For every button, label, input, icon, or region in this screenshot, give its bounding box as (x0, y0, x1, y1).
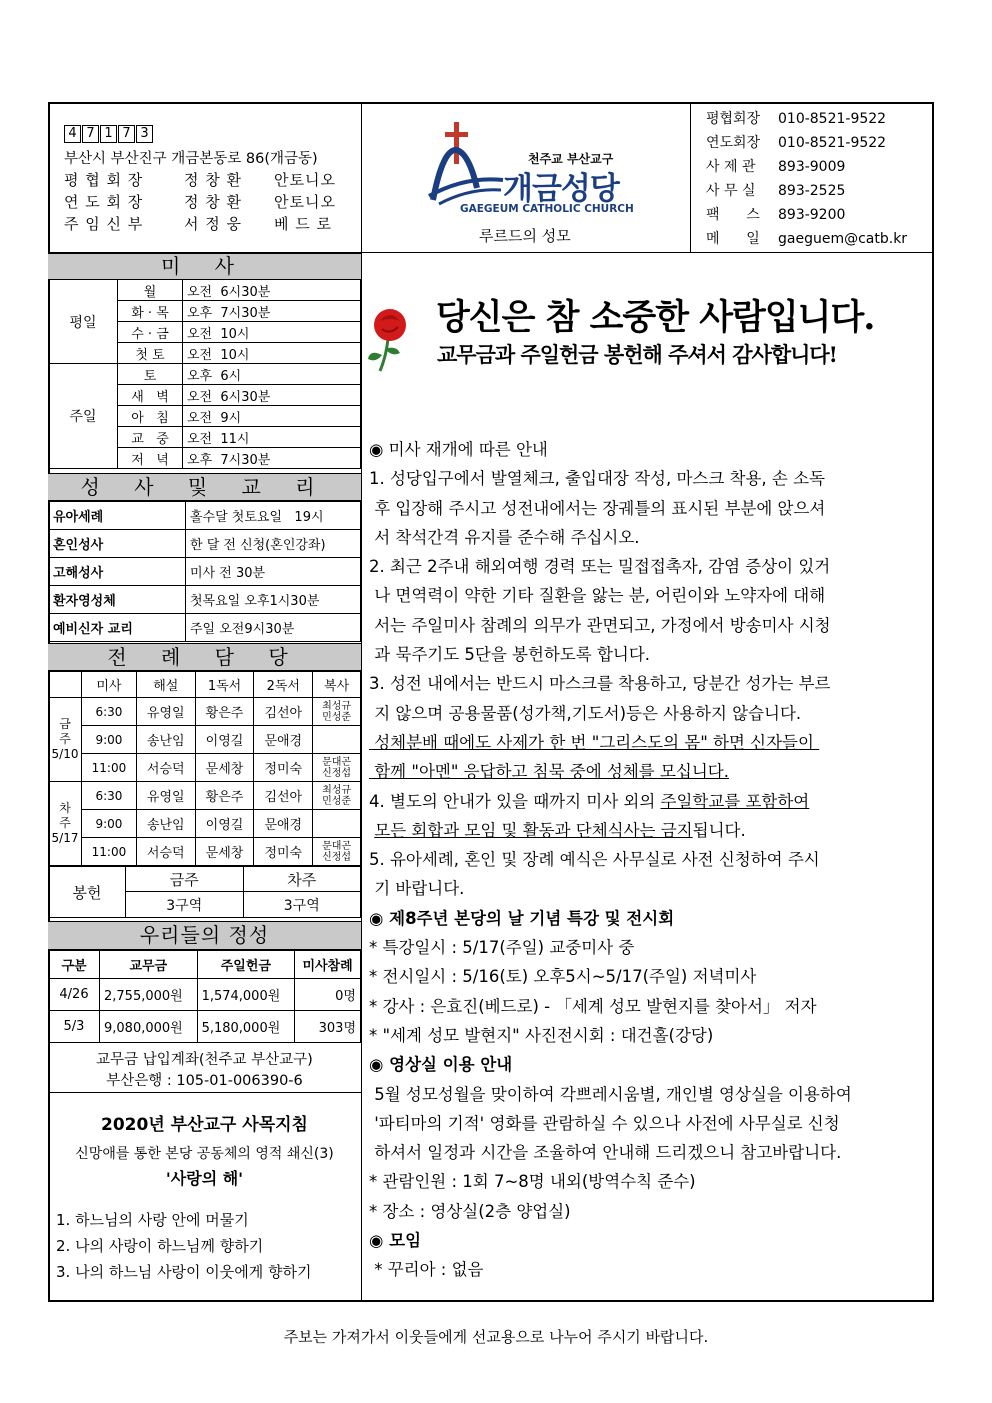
offering-sunday: 1,574,000원 (197, 979, 295, 1011)
liturgy-time: 6:30 (82, 782, 137, 810)
offering-header: 주일헌금 (197, 951, 295, 979)
contact-row (706, 156, 845, 176)
notice-line: * 장소 : 영상실(2층 양업실) (369, 1201, 571, 1221)
officer-row (64, 191, 336, 212)
offering-attendance: 0명 (295, 979, 361, 1011)
zip-digit: 1 (100, 125, 117, 143)
liturgy-server: 최성규 민성준 (313, 782, 361, 810)
officer-name: 서 정 웅 (184, 215, 243, 233)
liturgy-time: 9:00 (82, 810, 137, 838)
notice-line: * 관람인원 : 1회 7~8명 내외(방역수칙 준수) (369, 1172, 696, 1192)
sacrament-name: 혼인성사 (49, 530, 186, 558)
mass-day: 첫 토 (118, 343, 183, 364)
officer-baptism: 안토니오 (274, 171, 336, 189)
headline: 당신은 참 소중한 사람입니다. (436, 297, 875, 338)
notice-line: 후 입장해 주시고 성전내에서는 장궤틀의 표시된 부분에 앉으셔 (369, 498, 826, 518)
mass-time: 오후 6시 (183, 364, 361, 385)
notice-line: 서는 주일미사 참례의 의무가 관면되고, 가정에서 방송미사 시청 (369, 615, 831, 635)
section-title: ◉ 미사 재개에 따른 안내 (369, 440, 548, 459)
liturgy-person: 유영일 (136, 782, 195, 810)
contact-label: 팩 스 (706, 207, 760, 223)
mass-time: 오후 7시30분 (183, 448, 361, 469)
account-divider (48, 1092, 361, 1093)
sacrament-name: 고해성사 (49, 558, 186, 586)
liturgy-person: 문애경 (254, 810, 313, 838)
sacraments-section-title: 성 사 및 교 리 (48, 473, 361, 501)
mass-schedule-table (48, 279, 361, 469)
rose-icon (366, 305, 422, 373)
notice-line: * "세계 성모 발현지" 사진전시회 : 대건홀(강당) (369, 1025, 714, 1045)
section-title: ◉ 영상실 이용 안내 (369, 1055, 513, 1075)
sacrament-name: 유아세례 (49, 502, 186, 530)
contact-value: 010-8521-9522 (778, 111, 887, 127)
offering-date: 4/26 (49, 979, 100, 1011)
contact-value: 010-8521-9522 (778, 135, 887, 151)
logo-english-name: GAEGEUM CATHOLIC CHURCH (460, 203, 634, 215)
liturgy-header: 복사 (313, 672, 361, 698)
mass-time: 오후 7시30분 (183, 301, 361, 322)
contact-value: gaeguem@catb.kr (778, 231, 908, 247)
liturgy-person: 이영길 (195, 726, 254, 754)
sacrament-name: 환자영성체 (49, 586, 186, 614)
footer-note: 주보는 가져가서 이웃들에게 선교용으로 나누어 주시기 바랍니다. (283, 1328, 709, 1346)
church-address: 부산시 부산진구 개금본동로 86(개금동) (64, 151, 318, 167)
contact-row (706, 108, 886, 128)
pastoral-subtitle: 신망애를 통한 본당 공동체의 영적 쇄신(3) (75, 1146, 334, 1162)
notice-line: 서 착석간격 유지를 준수해 주십시오. (369, 527, 640, 547)
notice-line: 2. 최근 2주내 해외여행 경력 또는 밀접접촉자, 감염 증상이 있거 (369, 557, 831, 577)
sacrament-value: 미사 전 30분 (186, 558, 361, 586)
contact-row (706, 204, 845, 224)
notice-line (369, 816, 925, 845)
offering-section-title: 우리들의 정성 (48, 921, 361, 950)
notice-line: 하셔서 일정과 시간을 조율하여 안내해 드리겠으니 참고바랍니다. (369, 1143, 842, 1163)
mass-time: 오전 10시 (183, 343, 361, 364)
offering-header: 구분 (49, 951, 100, 979)
pastoral-item: 2. 나의 사랑이 하느님께 향하기 (56, 1237, 264, 1255)
liturgy-server: 최성규 민성준 (313, 698, 361, 726)
duty-table (48, 866, 361, 918)
contact-value: 893-9009 (778, 159, 846, 175)
offering-attendance: 303명 (295, 1011, 361, 1043)
officer-role: 주 임 신 부 (64, 215, 144, 233)
officer-role: 연 도 회 장 (64, 193, 144, 211)
logo-church-name: 개금성당 (503, 171, 619, 207)
mass-time: 오전 6시30분 (183, 385, 361, 406)
notice-line: * 꾸리아 : 없음 (369, 1260, 484, 1280)
pastoral-title: 2020년 부산교구 사목지침 (101, 1115, 308, 1135)
officer-baptism: 안토니오 (274, 193, 336, 211)
account-title: 교무금 납입계좌(천주교 부산교구) (96, 1052, 313, 1068)
week-label: 차 주 5/17 (49, 782, 82, 866)
liturgy-server: 문대곤 신정섭 (313, 838, 361, 866)
account-number: 부산은행 : 105-01-006390-6 (106, 1073, 303, 1089)
contact-label: 연도회장 (706, 135, 761, 151)
contact-value: 893-9200 (778, 207, 846, 223)
mass-time: 오전 11시 (183, 427, 361, 448)
logo-diocese: 천주교 부산교구 (528, 152, 614, 166)
mass-day: 저 녁 (118, 448, 183, 469)
contact-label: 사 제 관 (706, 159, 756, 175)
liturgy-person: 정미숙 (254, 754, 313, 782)
subheadline: 교무금과 주일헌금 봉헌해 주셔서 감사합니다! (437, 342, 837, 367)
liturgy-time: 11:00 (82, 838, 137, 866)
pastoral-item: 3. 나의 하느님 사랑이 이웃에게 향하기 (56, 1263, 312, 1281)
officer-baptism: 베 드 로 (274, 215, 333, 233)
this-week-label: 금주 (126, 867, 244, 892)
mass-section-title: 미 사 (48, 253, 361, 280)
header-divider-right (690, 102, 691, 252)
mass-time: 오전 6시30분 (183, 280, 361, 301)
mass-day: 아 침 (118, 406, 183, 427)
liturgy-person: 문애경 (254, 726, 313, 754)
mass-day: 교 중 (118, 427, 183, 448)
notice-text: 됩니다. (692, 820, 746, 840)
notice-line: '파티마의 기적' 영화를 관람하실 수 있으나 사전에 사무실로 신청 (369, 1113, 840, 1133)
zip-digit: 3 (136, 125, 153, 143)
notice-line: * 전시일시 : 5/16(토) 오후5시~5/17(주일) 저녁미사 (369, 967, 757, 987)
pastoral-item: 1. 하느님의 사랑 안에 머물기 (56, 1211, 249, 1229)
liturgy-section-title: 전 례 담 당 (48, 643, 361, 671)
liturgy-person: 유영일 (136, 698, 195, 726)
notice-line: 1. 성당입구에서 발열체크, 출입대장 작성, 마스크 착용, 손 소독 (369, 469, 825, 489)
liturgy-time: 6:30 (82, 698, 137, 726)
sacrament-value: 주일 오전9시30분 (186, 614, 361, 642)
contact-value: 893-2525 (778, 183, 846, 199)
sacrament-value: 홀수달 첫토요일 19시 (186, 502, 361, 530)
liturgy-server (313, 810, 361, 838)
church-logo-icon (425, 118, 505, 206)
notice-body (369, 435, 925, 1285)
zip-code (64, 125, 154, 143)
liturgy-person: 서승덕 (136, 838, 195, 866)
liturgy-table (48, 671, 361, 866)
pastoral-theme: '사랑의 해' (165, 1169, 244, 1188)
offering-sunday: 5,180,000원 (197, 1011, 295, 1043)
liturgy-person: 송난임 (136, 810, 195, 838)
liturgy-header: 1독서 (195, 672, 254, 698)
notice-line: * 특강일시 : 5/17(주일) 교중미사 중 (369, 938, 635, 958)
zip-digit: 4 (64, 125, 81, 143)
duty-label: 봉헌 (49, 867, 126, 918)
patron-saint: 루르드의 성모 (479, 227, 571, 245)
offering-date: 5/3 (49, 1011, 100, 1043)
next-week-label: 차주 (243, 867, 361, 892)
zip-digit: 7 (118, 125, 135, 143)
sacrament-value: 첫목요일 오후1시30분 (186, 586, 361, 614)
officer-role: 평 협 회 장 (64, 171, 144, 189)
contact-row (706, 228, 907, 248)
sacrament-value: 한 달 전 신청(혼인강좌) (186, 530, 361, 558)
liturgy-person: 정미숙 (254, 838, 313, 866)
week-label: 금 주 5/10 (49, 698, 82, 782)
section-title: ◉ 모임 (369, 1231, 422, 1251)
liturgy-header: 해설 (136, 672, 195, 698)
contact-row (706, 180, 845, 200)
liturgy-person: 문세창 (195, 838, 254, 866)
contact-label: 평협회장 (706, 111, 761, 127)
notice-line (369, 787, 925, 816)
mass-time: 오전 9시 (183, 406, 361, 427)
offering-table (48, 950, 361, 1043)
this-week-value: 3구역 (126, 892, 244, 918)
notice-line: * 강사 : 은효진(베드로) - 「세계 성모 발현지를 찾아서」 저자 (369, 996, 817, 1016)
notice-line: 3. 성전 내에서는 반드시 마스크를 착용하고, 당분간 성가는 부르 (369, 674, 831, 694)
notice-text: 4. 별도의 안내가 있을 때까지 미사 외의 (369, 791, 661, 811)
offering-tithe: 9,080,000원 (100, 1011, 198, 1043)
notice-line: 5월 성모성월을 맞이하여 각쁘레시움별, 개인별 영상실을 이용하여 (369, 1084, 852, 1104)
liturgy-person: 송난임 (136, 726, 195, 754)
liturgy-person: 서승덕 (136, 754, 195, 782)
mass-day: 월 (118, 280, 183, 301)
officer-name: 정 창 환 (184, 193, 243, 211)
liturgy-person: 김선아 (254, 698, 313, 726)
liturgy-header: 미사 (82, 672, 137, 698)
mass-day: 화 · 목 (118, 301, 183, 322)
contact-label: 사 무 실 (706, 183, 756, 199)
offering-tithe: 2,755,000원 (100, 979, 198, 1011)
mass-time: 오전 10시 (183, 322, 361, 343)
liturgy-person: 황은주 (195, 698, 254, 726)
notice-text-underlined: 주일학교를 포함하여 (660, 791, 810, 811)
liturgy-server: 문대곤 신정섭 (313, 754, 361, 782)
section-title: ◉ 제8주년 본당의 날 기념 특강 및 전시회 (369, 908, 675, 928)
notice-line-underlined: 성체분배 때에도 사제가 한 번 "그리스도의 몸" 하면 신자들이 (369, 732, 820, 752)
officer-row (64, 213, 332, 234)
notice-line-underlined: 함께 "아멘" 응답하고 침묵 중에 성체를 모십니다. (369, 762, 729, 782)
officer-row (64, 169, 336, 190)
officer-name: 정 창 환 (184, 171, 243, 189)
notice-line: 5. 유아세례, 혼인 및 장례 예식은 사무실로 사전 신청하여 주시 (369, 850, 820, 870)
zip-digit: 7 (82, 125, 99, 143)
contact-row (706, 132, 886, 152)
liturgy-person: 김선아 (254, 782, 313, 810)
mass-day: 토 (118, 364, 183, 385)
notice-text-underlined: 모든 회합과 모임 및 활동과 단체식사는 금지 (374, 820, 693, 840)
notice-line: 나 면역력이 약한 기타 질환을 앓는 분, 어린이와 노약자에 대해 (369, 586, 826, 606)
offering-header: 미사참례 (295, 951, 361, 979)
sacraments-table (48, 501, 361, 642)
liturgy-header: 2독서 (254, 672, 313, 698)
notice-line: 지 않으며 공용물품(성가책,기도서)등은 사용하지 않습니다. (369, 703, 802, 723)
liturgy-person: 황은주 (195, 782, 254, 810)
weekday-label: 평일 (49, 280, 118, 364)
notice-line: 과 묵주기도 5단을 봉헌하도록 합니다. (369, 645, 651, 665)
liturgy-person: 이영길 (195, 810, 254, 838)
mass-day: 새 벽 (118, 385, 183, 406)
liturgy-time: 9:00 (82, 726, 137, 754)
mass-day: 수 · 금 (118, 322, 183, 343)
offering-header: 교무금 (100, 951, 198, 979)
next-week-value: 3구역 (243, 892, 361, 918)
liturgy-person: 문세창 (195, 754, 254, 782)
contact-label: 메 일 (706, 231, 760, 247)
sunday-label: 주일 (49, 364, 118, 469)
liturgy-corner (49, 672, 82, 698)
sacrament-name: 예비신자 교리 (49, 614, 186, 642)
liturgy-server (313, 726, 361, 754)
notice-line: 기 바랍니다. (369, 879, 465, 899)
liturgy-time: 11:00 (82, 754, 137, 782)
column-divider (361, 102, 362, 1302)
